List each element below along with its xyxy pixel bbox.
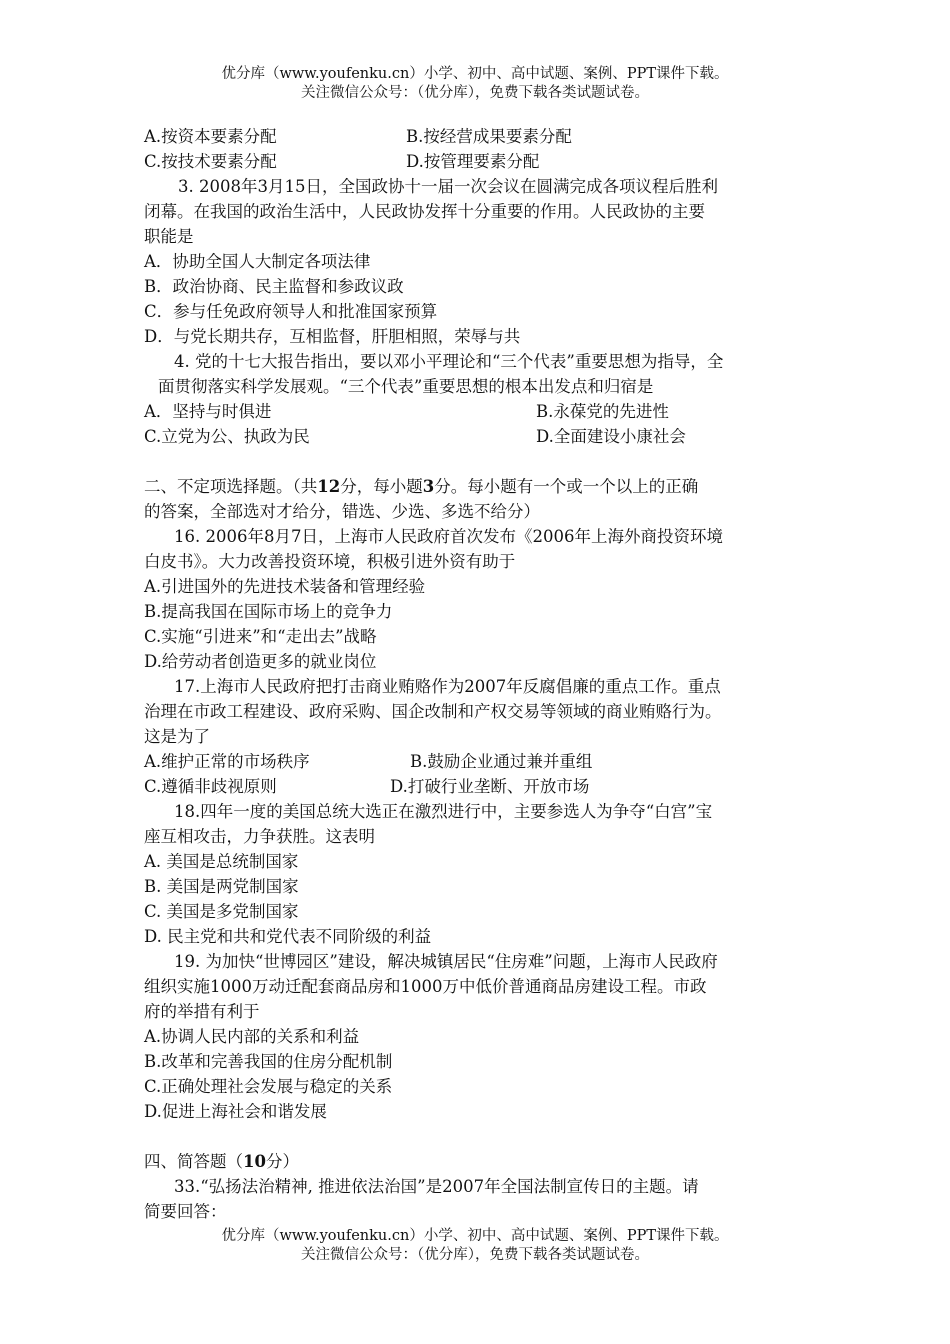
q19-option-d: D.促进上海社会和谐发展 (144, 1102, 327, 1121)
q4-options-row-1 (144, 399, 824, 424)
q3-stem-line-3: 职能是 (144, 227, 194, 246)
q16-stem-line-1: 16. 2006年8月7日，上海市人民政府首次发布《2006年上海外商投资环境 (174, 527, 723, 546)
section-2-each-score: 3 (422, 477, 435, 496)
q16-option-b: B.提高我国在国际市场上的竞争力 (144, 602, 393, 621)
exam-content (144, 124, 824, 1224)
q16-option-d: D.给劳动者创造更多的就业岗位 (144, 652, 377, 671)
q3-option-b: B．政治协商、民主监督和参政议政 (144, 277, 404, 296)
q2-options-row-2 (144, 149, 824, 174)
header-line-1: 优分库（www.youfenku.cn）小学、初中、高中试题、案例、PPT课件下载。 (221, 66, 729, 82)
q2-option-d: D.按管理要素分配 (406, 152, 540, 171)
q16-option-a: A.引进国外的先进技术装备和管理经验 (144, 577, 426, 596)
spacer (144, 449, 824, 474)
q3-option-c: C．参与任免政府领导人和批准国家预算 (144, 302, 438, 321)
q33-stem-line-2: 简要回答： (144, 1202, 227, 1221)
q18-option-c: C. 美国是多党制国家 (144, 902, 299, 921)
q2-option-b: B.按经营成果要素分配 (406, 127, 572, 146)
spacer (144, 1124, 824, 1149)
q3-option-a: A．协助全国人大制定各项法律 (144, 252, 371, 271)
q4-option-c: C.立党为公、执政为民 (144, 427, 310, 446)
q17-option-b: B.鼓励企业通过兼并重组 (410, 752, 593, 771)
footer-line-2: 关注微信公众号：（优分库），免费下载各类试题试卷。 (301, 1247, 649, 1263)
q2-option-a: A.按资本要素分配 (144, 127, 277, 146)
q18-option-b: B. 美国是两党制国家 (144, 877, 299, 896)
q16-stem-line-2: 白皮书》。大力改善投资环境，积极引进外资有助于 (144, 552, 516, 571)
q17-option-d: D.打破行业垄断、开放市场 (390, 777, 590, 796)
q17-stem-line-2: 治理在市政工程建设、政府采购、国企改制和产权交易等领域的商业贿赂行为。 (144, 702, 722, 721)
section-2-total-score: 12 (317, 477, 341, 496)
q17-stem-line-3: 这是为了 (144, 727, 210, 746)
q4-option-b: B.永葆党的先进性 (536, 402, 669, 421)
q4-stem-line-1: 4. 党的十七大报告指出，要以邓小平理论和“三个代表”重要思想为指导，全 (174, 352, 724, 371)
page-footer (0, 1227, 950, 1265)
q19-stem-line-1: 19. 为加快“世博园区”建设，解决城镇居民“住房难”问题，上海市人民政府 (174, 952, 718, 971)
q4-options-row-2 (144, 424, 824, 449)
q4-option-d: D.全面建设小康社会 (536, 427, 686, 446)
q19-option-c: C.正确处理社会发展与稳定的关系 (144, 1077, 393, 1096)
section-4-heading-text-2: 分） (265, 1152, 299, 1171)
q4-stem-line-2: 面贯彻落实科学发展观。“三个代表”重要思想的根本出发点和归宿是 (158, 377, 654, 396)
q16-option-c: C.实施“引进来”和“走出去”战略 (144, 627, 377, 646)
q2-option-c: C.按技术要素分配 (144, 152, 277, 171)
q2-options-row-1 (144, 124, 824, 149)
q33-stem-line-1: 33.“弘扬法治精神, 推进依法治国”是2007年全国法制宣传日的主题。请 (174, 1177, 699, 1196)
section-4-score: 10 (243, 1152, 266, 1171)
q19-stem-line-2: 组织实施1000万动迁配套商品房和1000万中低价普通商品房建设工程。市政 (144, 977, 707, 996)
q19-option-a: A.协调人民内部的关系和利益 (144, 1027, 360, 1046)
q4-option-a: A．坚持与时俱进 (144, 402, 272, 421)
q18-option-d: D. 民主党和共和党代表不同阶级的利益 (144, 927, 432, 946)
section-4-heading-text-1: 四、简答题（ (144, 1152, 243, 1171)
q17-options-row-1 (144, 749, 824, 774)
q19-stem-line-3: 府的举措有利于 (144, 1002, 260, 1021)
section-4-heading (144, 1149, 824, 1174)
q17-option-a: A.维护正常的市场秩序 (144, 752, 310, 771)
page-header (0, 65, 950, 103)
q18-stem-line-1: 18.四年一度的美国总统大选正在激烈进行中，主要参选人为争夺“白宫”宝 (174, 802, 713, 821)
q3-stem-line-1: 3. 2008年3月15日，全国政协十一届一次会议在圆满完成各项议程后胜利 (178, 177, 718, 196)
section-2-heading-line-2: 的答案，全部选对才给分，错选、少选、多选不给分） (144, 502, 540, 521)
q17-options-row-2 (144, 774, 824, 799)
section-2-heading (144, 474, 824, 499)
header-line-2: 关注微信公众号：（优分库），免费下载各类试题试卷。 (301, 85, 649, 101)
q3-stem-line-2: 闭幕。在我国的政治生活中，人民政协发挥十分重要的作用。人民政协的主要 (144, 202, 705, 221)
q18-option-a: A. 美国是总统制国家 (144, 852, 299, 871)
q17-option-c: C.遵循非歧视原则 (144, 777, 277, 796)
q3-option-d: D．与党长期共存，互相监督，肝胆相照，荣辱与共 (144, 327, 521, 346)
q18-stem-line-2: 座互相攻击，力争获胜。这表明 (144, 827, 375, 846)
section-2-heading-text-1: 二、不定项选择题。（共 (144, 477, 318, 496)
footer-line-1: 优分库（www.youfenku.cn）小学、初中、高中试题、案例、PPT课件下载。 (221, 1228, 729, 1244)
q17-stem-line-1: 17.上海市人民政府把打击商业贿赂作为2007年反腐倡廉的重点工作。重点 (174, 677, 721, 696)
section-2-heading-text-2: 分，每小题 (340, 477, 423, 496)
q19-option-b: B.改革和完善我国的住房分配机制 (144, 1052, 393, 1071)
section-2-heading-text-3: 分。每小题有一个或一个以上的正确 (434, 477, 699, 496)
